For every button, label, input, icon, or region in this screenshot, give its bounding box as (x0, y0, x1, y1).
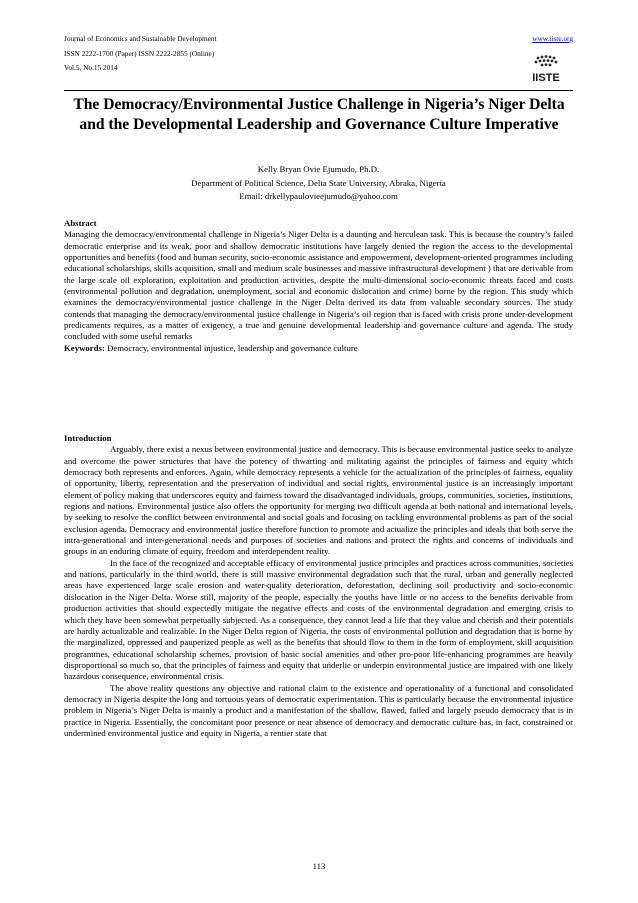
abstract-section (64, 218, 573, 354)
keywords-text: Democracy, environmental injustice, leadership and governance culture (104, 342, 358, 353)
author-email: Email: drkellypaulovieejumudo@yahoo.com (239, 191, 398, 201)
introduction-section (64, 433, 573, 739)
intro-paragraph-1: Arguably, there exist a nexus between environmental justice and democracy. This is because environmental justice seeks to analyze and overcome the power structures that have the potency of thwarting and militating against the principles of fairness and equity which democracy both represents and enforces. Again, while democracy represents a vehicle for the actualization of the principles of fairness, equality of opportunity, liberty, representation and the preservation of individual and social rights, environmental justice is an increasingly important element of policy making that underscores equity and fairness toward the disadvantaged individuals, groups, communities, societies, institutions, regions and nations. Environmental justice also offers the opportunity for merging two difficult agenda at both national and international levels, by seeking to resolve the conflict between environmental and social goals and focusing on tackling environmental problems as part of the social exclusion agenda. Democracy and environmental justice therefore function to promote and actualize the principles and ideals that both serve the intra-generational and inter-generational needs and purposes of societies and nations and protect the rights and concerns of individuals and groups in an enduring climate of equity, freedom and interdependent reality. (64, 444, 573, 557)
intro-paragraph-3: The above reality questions any objective and rational claim to the existence and operationality of a functional and consolidated democracy in Nigeria despite the long and tortuous years of democratic experimentation. This is particularly because the environmental injustice problem in Nigeria’s Niger Delta is mainly a product and a manifestation of the shallow, flawed, failed and largely pseudo democracy that is in practice in Nigeria. Essentially, the concomitant poor presence or near absence of democracy and democratic culture has, in fact, constrained or undermined environmental justice and equity in Nigeria, a rentier state that (64, 682, 573, 738)
abstract-text: Managing the democracy/environmental challenge in Nigeria’s Niger Delta is a daunting and herculean task. This is because the country’s failed democratic enterprise and its weak, poor and shallow democratic institutions have largely denied the region the access to the developmental opportunities and benefits (food and human security, socio-economic assistance and empowerment, development-oriented programmes including educational scholarships, skills acquisition, small and medium scale businesses and massive infrastructural development ) that are derivable from the large scale oil exploration, exploitation and production activities, despite the multi-dimensional socio-economic threats faced and costs (environmental pollution and degradation, unemployment, social and economic dislocation and crime) borne by the region. This study which examines the democracy/environmental justice challenge in the Niger Delta derived its data from valuable secondary sources. The study contends that managing the democracy/environmental justice challenge in Nigeria’s oil region that is faced with crisis prone under-development predicaments requires, as a matter of exigency, a true and genuine developmental leadership and governance culture and agenda. The study concluded with some useful remarks (64, 229, 573, 342)
author-affiliation: Department of Political Science, Delta State University, Abraka, Nigeria (191, 177, 446, 188)
keywords-label: Keywords: (64, 342, 105, 353)
journal-issn: ISSN 2222-1700 (Paper) ISSN 2222-2855 (Online) (64, 48, 215, 58)
journal-name: Journal of Economics and Sustainable Development (64, 34, 217, 43)
paper-title: The Democracy/Environmental Justice Challenge in Nigeria’s Niger Delta and the Developmental Leadership and Governance Culture Imperative (73, 96, 565, 133)
journal-header (64, 32, 573, 76)
page-number: 113 (312, 861, 326, 871)
header-divider (64, 90, 573, 91)
journal-volume: Vol.5, No.15 2014 (64, 63, 118, 72)
journal-website-link[interactable]: www.iiste.org (532, 34, 573, 43)
iiste-logo (522, 52, 570, 86)
keywords-line (64, 343, 573, 354)
author-block (64, 163, 573, 204)
introduction-heading: Introduction (64, 433, 112, 443)
author-name: Kelly Bryan Ovie Ejumudo, Ph.D. (257, 164, 380, 174)
abstract-heading: Abstract (64, 218, 97, 228)
logo-text: IISTE (532, 72, 560, 84)
intro-paragraph-2: In the face of the recognized and acceptable efficacy of environmental justice principles and practices across communities, societies and nations, particularly in the third world, there is still massive environmental degradation such that the rural, urban and generally neglected areas have experienced large scale erosion and water-quality deterioration, deforestation, declining soil productivity and socio-economic dislocation in the Niger Delta. Worse still, majority of the people, especially the youths have little or no access to the benefits derivable from production activities that should expectedly mitigate the negative effects and costs of the environmental degradation and emerging crisis to which they have been somewhat perpetually subjected. As a consequence, they cannot lead a life that they value and cherish and their potentials are hardly actualizable and realizable. In the Niger Delta region of Nigeria, the costs of environmental pollution and degradation that is borne by the marginalized, oppressed and pauperized people as well as the benefits that should flow to them in the form of employment, skill acquisition programmes, educational scholarship schemes, provision of basic social amenities and other pro-poor life-enhancing programmes are heavily disproportional so much so, that the principles of fairness and equity that underlie or underpin environmental justice are impaired with one likely hazardous consequence, environmental crisis. (64, 557, 573, 682)
